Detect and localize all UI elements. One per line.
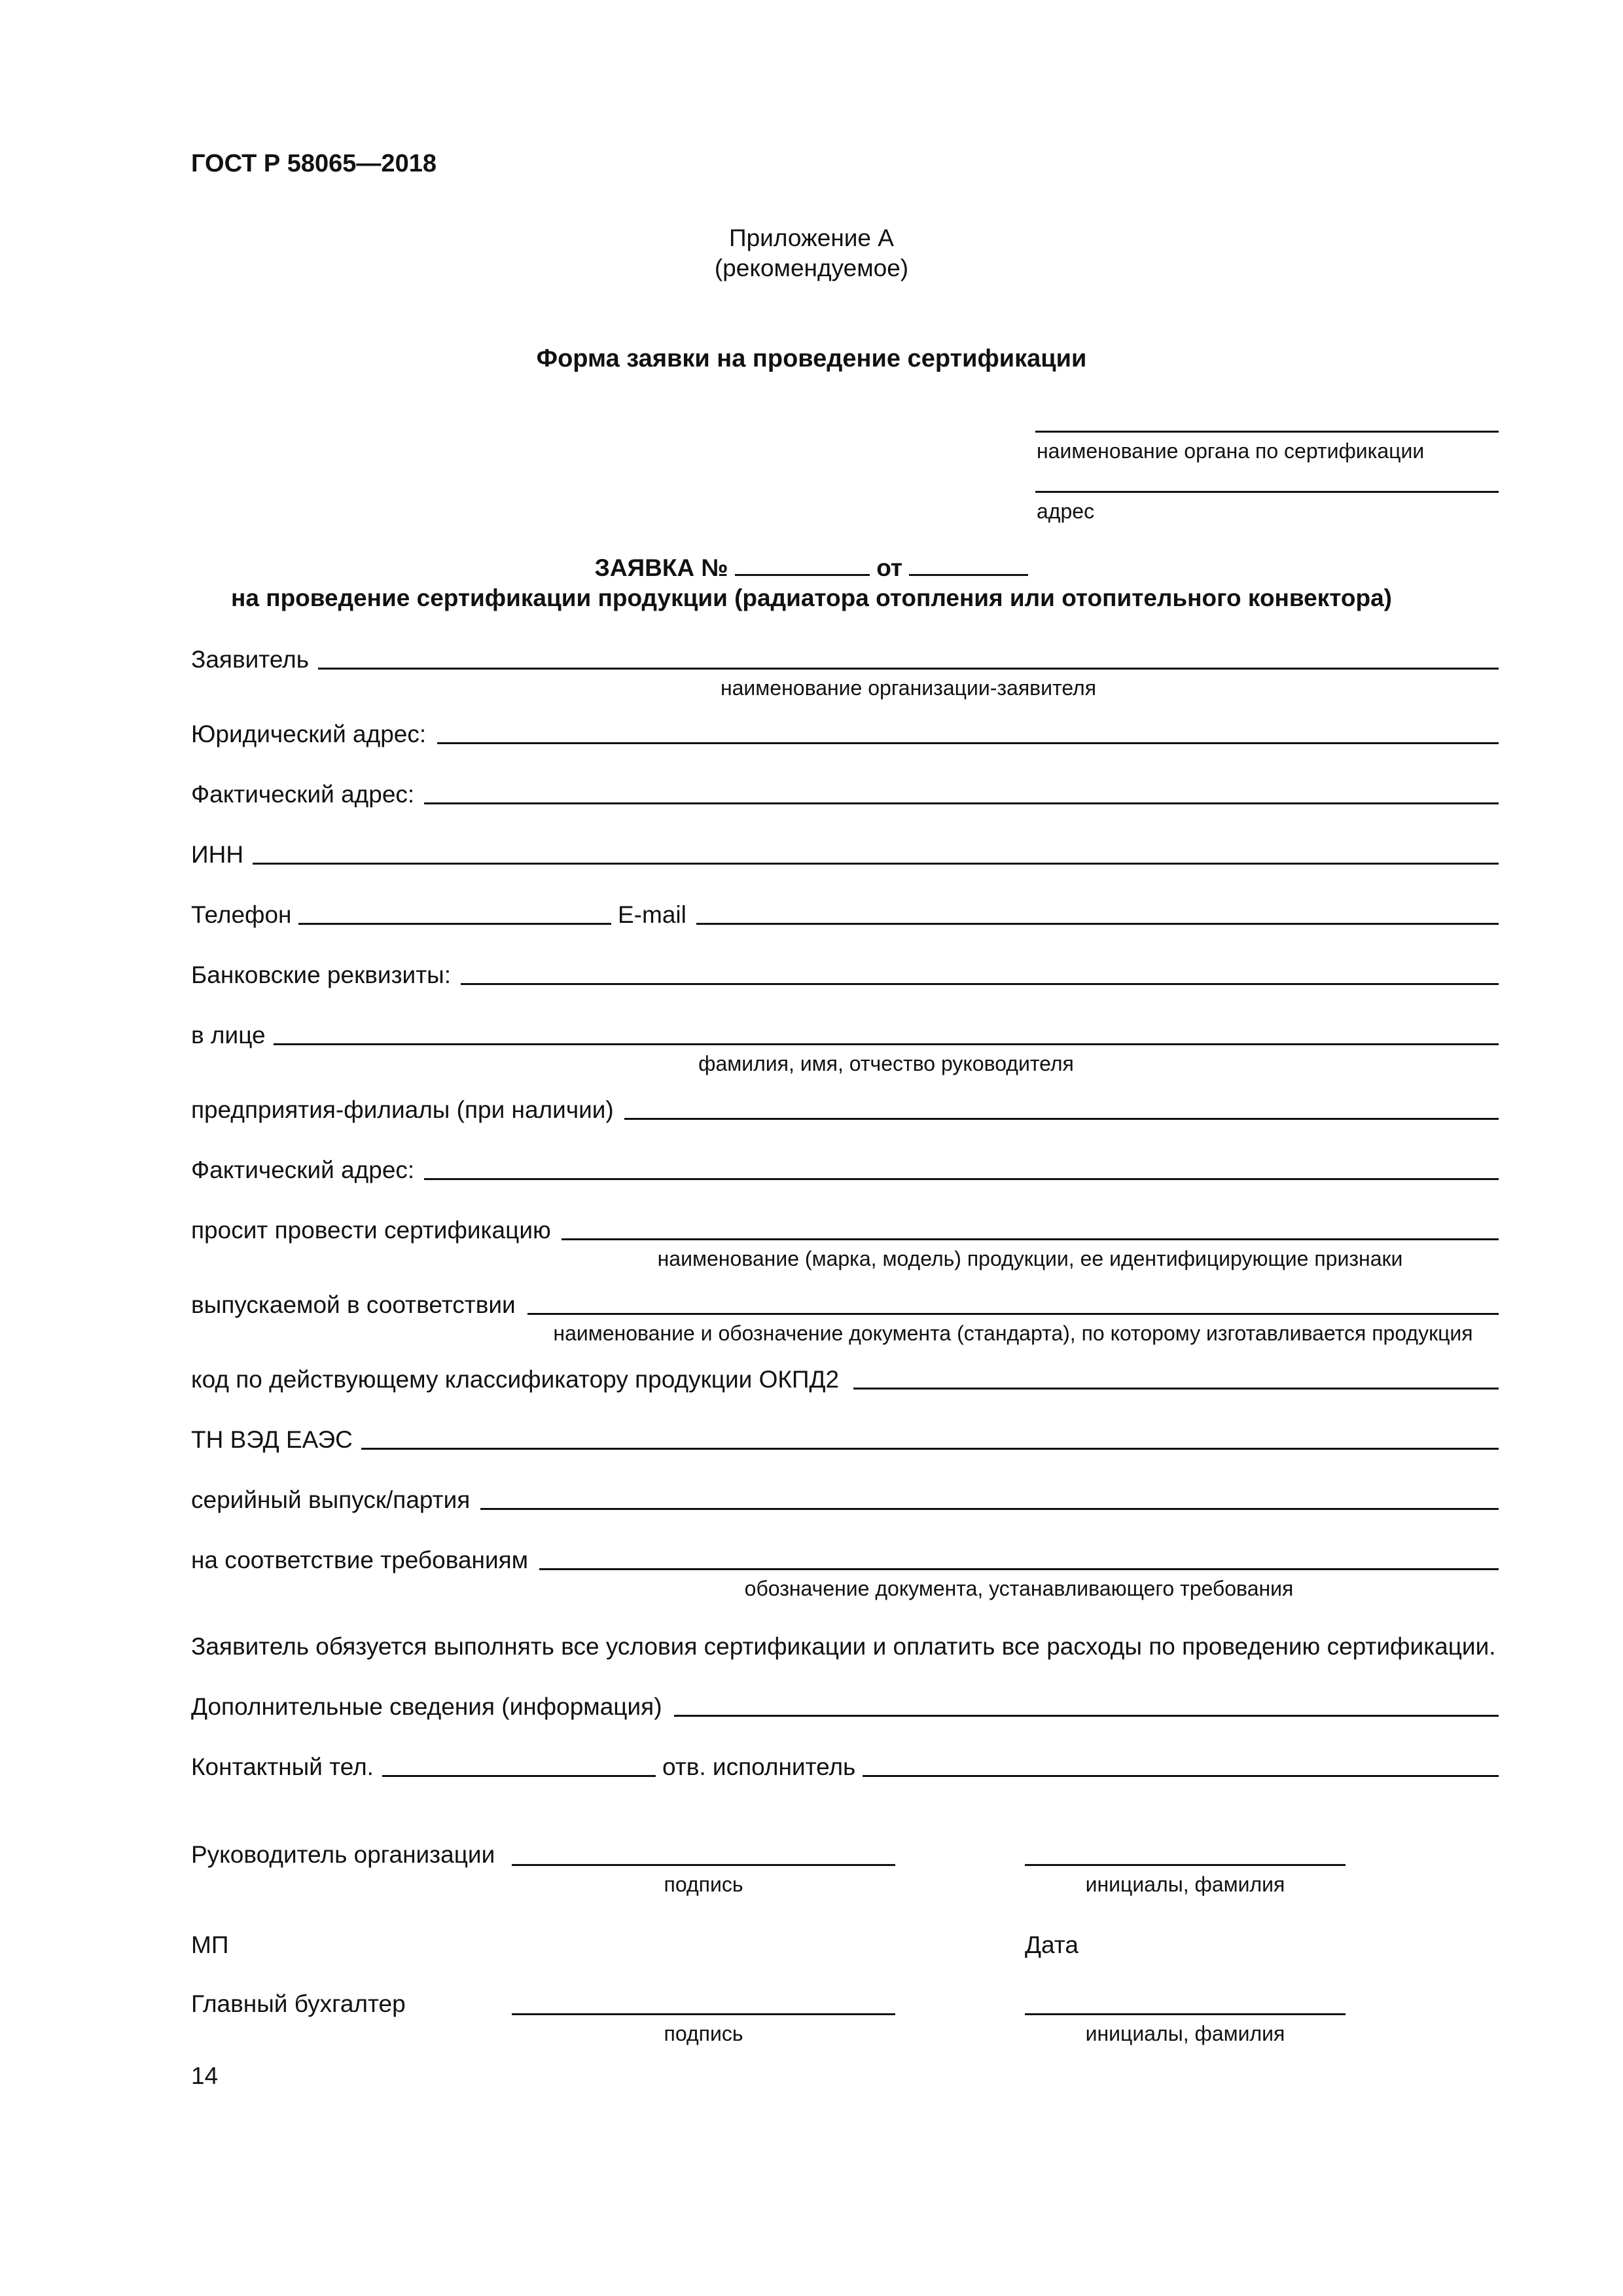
head-signature-line[interactable]: [512, 1864, 895, 1866]
accountant-initials-caption: инициалы, фамилия: [1085, 2022, 1285, 2045]
application-title: [0, 554, 1623, 583]
email-label: E-mail: [618, 901, 687, 928]
additional-info-line[interactable]: [674, 1715, 1499, 1717]
bank-details-line[interactable]: [461, 983, 1499, 985]
request-certification-label: просит провести сертификацию: [191, 1217, 551, 1244]
address-caption: адрес: [1037, 499, 1095, 523]
standard-designation: ГОСТ Р 58065—2018: [191, 150, 437, 177]
serial-line[interactable]: [480, 1508, 1499, 1510]
contact-phone-label: Контактный тел.: [191, 1753, 374, 1780]
responsible-line[interactable]: [863, 1775, 1499, 1777]
compliance-line[interactable]: [539, 1568, 1499, 1570]
application-subtitle: на проведение сертификации продукции (радиатора отопления или отопительного конвектора): [231, 584, 1392, 611]
branches-label: предприятия-филиалы (при наличии): [191, 1096, 614, 1123]
represented-by-caption: фамилия, имя, отчество руководителя: [698, 1052, 1074, 1075]
produced-per-line[interactable]: [527, 1313, 1499, 1315]
phone-line[interactable]: [298, 923, 611, 925]
compliance-caption: обозначение документа, устанавливающего требования: [744, 1577, 1294, 1600]
contact-phone-line[interactable]: [382, 1775, 656, 1777]
okpd2-line[interactable]: [853, 1388, 1499, 1390]
application-number-field[interactable]: [735, 554, 870, 576]
produced-per-label: выпускаемой в соответствии: [191, 1291, 516, 1318]
represented-by-line[interactable]: [274, 1043, 1499, 1045]
application-date-field[interactable]: [909, 554, 1028, 576]
branches-line[interactable]: [624, 1118, 1499, 1120]
produced-per-caption: наименование и обозначение документа (стандарта), по которому изготавливается продукция: [553, 1321, 1473, 1345]
actual-address-line[interactable]: [424, 802, 1499, 804]
serial-label: серийный выпуск/партия: [191, 1486, 471, 1513]
inn-line[interactable]: [253, 863, 1499, 865]
compliance-label: на соответствие требованиям: [191, 1547, 529, 1573]
accountant-signature-caption: подпись: [664, 2022, 743, 2045]
responsible-label: отв. исполнитель: [662, 1753, 856, 1780]
applicant-caption: наименование организации-заявителя: [720, 676, 1097, 700]
additional-info-label: Дополнительные сведения (информация): [191, 1693, 662, 1720]
form-title: Форма заявки на проведение сертификации: [536, 345, 1087, 372]
certification-body-caption: наименование органа по сертификации: [1037, 439, 1425, 463]
represented-by-label: в лице: [191, 1022, 266, 1049]
date-label: Дата: [1025, 1931, 1079, 1958]
obligation-text: Заявитель обязуется выполнять все условия сертификации и оплатить все расходы по проведению сертификации.: [191, 1633, 1496, 1660]
application-number-label: ЗАЯВКА №: [594, 554, 728, 581]
head-label: Руководитель организации: [191, 1841, 495, 1868]
accountant-initials-line[interactable]: [1025, 2013, 1346, 2015]
applicant-label: Заявитель: [191, 646, 310, 673]
okpd2-label: код по действующему классификатору продукции ОКПД2: [191, 1366, 840, 1393]
phone-label: Телефон: [191, 901, 292, 928]
application-date-label: от: [876, 554, 903, 581]
address-line[interactable]: [1035, 491, 1499, 493]
legal-address-line[interactable]: [437, 742, 1499, 744]
head-initials-caption: инициалы, фамилия: [1085, 1873, 1285, 1896]
certification-body-line[interactable]: [1035, 431, 1499, 433]
appendix-status: (рекомендуемое): [714, 255, 909, 281]
seal-label: МП: [191, 1931, 229, 1958]
appendix-title: Приложение А: [729, 224, 894, 251]
applicant-line[interactable]: [318, 668, 1499, 670]
head-signature-caption: подпись: [664, 1873, 743, 1896]
product-caption: наименование (марка, модель) продукции, ее идентифицирующие признаки: [657, 1247, 1403, 1270]
legal-address-label: Юридический адрес:: [191, 721, 427, 747]
head-initials-line[interactable]: [1025, 1864, 1346, 1866]
branch-actual-address-line[interactable]: [424, 1178, 1499, 1180]
inn-label: ИНН: [191, 841, 244, 868]
page-number: 14: [191, 2062, 219, 2089]
bank-details-label: Банковские реквизиты:: [191, 961, 452, 988]
email-line[interactable]: [696, 923, 1499, 925]
tn-ved-label: ТН ВЭД ЕАЭС: [191, 1426, 353, 1453]
chief-accountant-label: Главный бухгалтер: [191, 1990, 406, 2017]
accountant-signature-line[interactable]: [512, 2013, 895, 2015]
product-line[interactable]: [562, 1238, 1499, 1240]
actual-address-label: Фактический адрес:: [191, 781, 415, 808]
tn-ved-line[interactable]: [361, 1448, 1499, 1450]
branch-actual-address-label: Фактический адрес:: [191, 1157, 415, 1183]
